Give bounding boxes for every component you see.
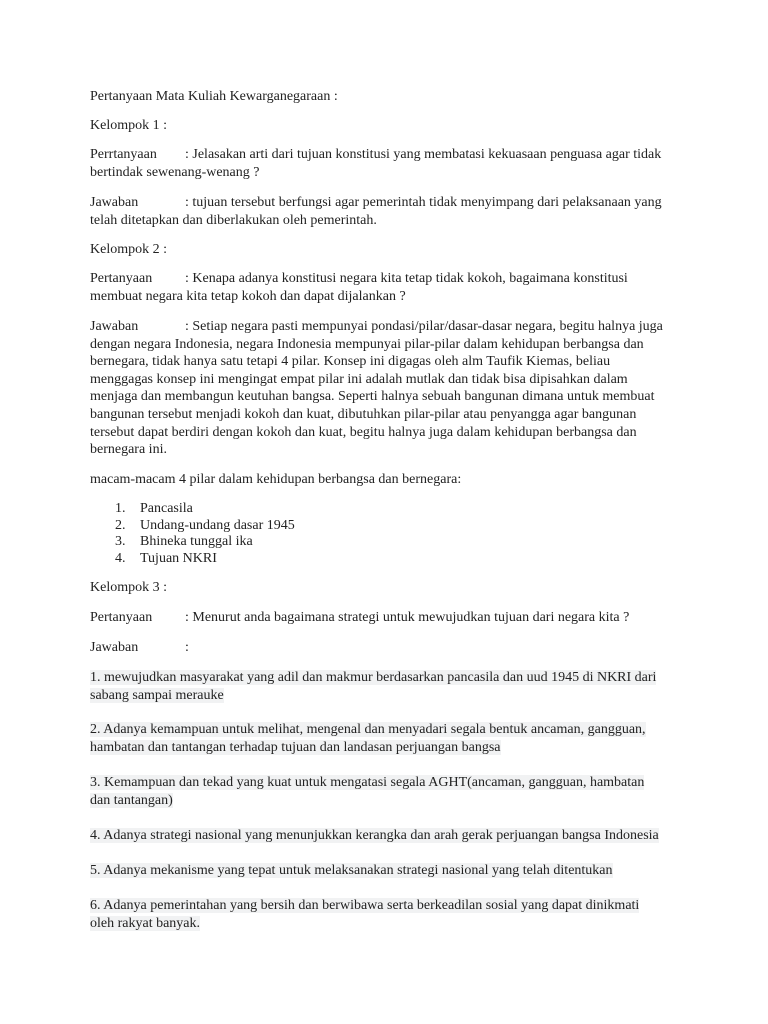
document-title: Pertanyaan Mata Kuliah Kewarganegaraan : [90, 89, 338, 104]
group2-heading: Kelompok 2 : [90, 242, 167, 257]
group1-answer [90, 194, 680, 229]
answer-line: sabang sampai merauke [90, 688, 224, 703]
answer-line: dan tantangan) [90, 793, 173, 808]
question-text: : Jelasakan arti dari tujuan konstitusi yang membatasi kekuasaan penguasa agar tidak [185, 147, 662, 162]
list-number: 1. [115, 501, 126, 516]
answer-text: menjaga dan membangun keutuhan bangsa. Seperti halnya sebuah bangunan dimana untuk membuat [90, 389, 655, 405]
question-text: : Menurut anda bagaimana strategi untuk mewujudkan tujuan dari negara kita ? [185, 610, 630, 625]
answer-line: hambatan dan tantangan terhadap tujuan dan landasan perjuangan bangsa [90, 740, 501, 755]
group1-heading: Kelompok 1 : [90, 118, 167, 133]
answer-line: 2. Adanya kemampuan untuk melihat, mengenal dan menyadari segala bentuk ancaman, gangguan, [90, 722, 646, 737]
group1-question [90, 146, 680, 181]
answer-line: 4. Adanya strategi nasional yang menunjukkan kerangka dan arah gerak perjuangan bangsa Indonesia [90, 828, 659, 843]
answer-line: 1. mewujudkan masyarakat yang adil dan makmur berdasarkan pancasila dan uud 1945 di NKRI dari [90, 670, 657, 685]
answer-label: Jawaban [90, 640, 139, 655]
answer-text: menggagas konsep ini mengingat empat pilar ini adalah mutlak dan tidak bisa dipisahkan dalam [90, 371, 628, 387]
question-label: Pertanyaan [90, 271, 153, 286]
question-text: : Kenapa adanya konstitusi negara kita tetap tidak kokoh, bagaimana konstitusi [185, 271, 628, 286]
answer-item-3 [90, 774, 680, 810]
answer-text: bernegara, tidak hanya satu tetapi 4 pilar. Konsep ini digagas oleh alm Taufik Kiemas, beliau [90, 354, 611, 370]
answer-line: 5. Adanya mekanisme yang tepat untuk melaksanakan strategi nasional yang telah ditentukan [90, 863, 613, 878]
group3-answer-label [90, 639, 680, 657]
question-text: membuat negara kita tetap kokoh dan dapat dijalankan ? [90, 288, 406, 304]
group3-heading: Kelompok 3 : [90, 580, 167, 595]
list-text: Bhineka tunggal ika [140, 534, 253, 549]
answer-text: : tujuan tersebut berfungsi agar pemerintah tidak menyimpang dari pelaksanaan yang [185, 195, 662, 210]
group2-question [90, 270, 680, 305]
group3-question [90, 609, 680, 627]
answer-line: 3. Kemampuan dan tekad yang kuat untuk mengatasi segala AGHT(ancaman, gangguan, hambatan [90, 775, 645, 790]
answer-colon: : [185, 640, 189, 655]
answer-item-4 [90, 827, 680, 845]
answer-label: Jawaban [90, 319, 139, 334]
answer-item-6 [90, 897, 680, 933]
answer-text: bernegara ini. [90, 442, 167, 458]
list-number: 3. [115, 534, 126, 549]
question-label: Pertanyaan [90, 610, 153, 625]
answer-text: tersebut dapat berdiri dengan kokoh dan kuat, begitu halnya juga dalam kehidupan berbangsa dan [90, 424, 637, 440]
list-text: Tujuan NKRI [140, 551, 217, 566]
question-text: bertindak sewenang-wenang ? [90, 164, 260, 180]
answer-line: 6. Adanya pemerintahan yang bersih dan berwibawa serta berkeadilan sosial yang dapat dinikmati [90, 898, 640, 913]
list-number: 2. [115, 518, 126, 533]
answer-text: dengan negara Indonesia, negara Indonesia mempunyai pilar-pilar dalam kehidupan berbangsa dan [90, 336, 644, 352]
answer-line: oleh rakyat banyak. [90, 916, 201, 931]
answer-item-5 [90, 862, 680, 880]
answer-text: telah ditetapkan dan diberlakukan oleh pemerintah. [90, 212, 377, 228]
answer-text: bangunan tersebut menjadi kokoh dan kuat, dibutuhkan pilar-pilar atau penyangga agar bangunan [90, 406, 637, 422]
group2-answer [90, 318, 680, 459]
list-number: 4. [115, 551, 126, 566]
question-label: Perrtanyaan [90, 147, 157, 162]
answer-label: Jawaban [90, 195, 139, 210]
answer-item-2 [90, 721, 680, 757]
answer-item-1 [90, 669, 680, 705]
answer-text: : Setiap negara pasti mempunyai pondasi/pilar/dasar-dasar negara, begitu halnya juga [185, 319, 663, 334]
list-text: Undang-undang dasar 1945 [140, 518, 295, 533]
list-text: Pancasila [140, 501, 193, 516]
pillars-intro: macam-macam 4 pilar dalam kehidupan berbangsa dan bernegara: [90, 472, 462, 487]
